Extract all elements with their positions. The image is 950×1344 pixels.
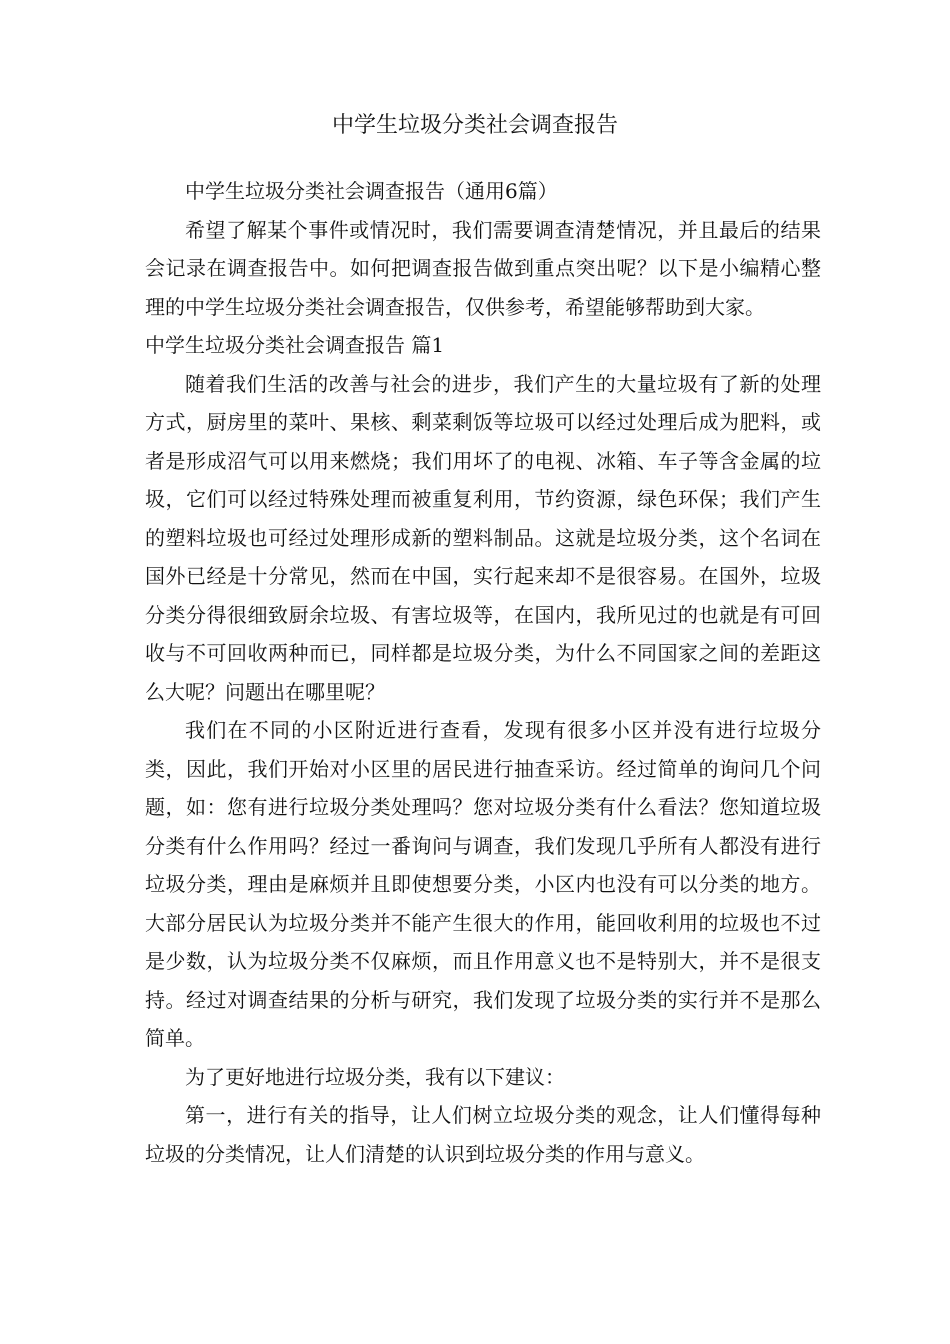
- paragraph-body: 随着我们生活的改善与社会的进步，我们产生的大量垃圾有了新的处理方式，厨房里的菜叶、果核、剩菜剩饭等垃圾可以经过处理后成为肥料，或者是形成沼气可以用来燃烧；我们用坏了的电视、冰箱、车子等含金属的垃圾，它们可以经过特殊处理而被重复利用，节约资源，绿色环保；我们产生的塑料垃圾也可经过处理形成新的塑料制品。这就是垃圾分类，这个名词在国外已经是十分常见，然而在中国，实行起来却不是很容易。在国外，垃圾分类分得很细致厨余垃圾、有害垃圾等，在国内，我所见过的也就是有可回收与不可回收两种而已，同样都是垃圾分类，为什么不同国家之间的差距这么大呢？问题出在哪里呢？: [145, 371, 821, 704]
- paragraph-intro: 希望了解某个事件或情况时，我们需要调查清楚情况，并且最后的结果会记录在调查报告中。如何把调查报告做到重点突出呢？以下是小编精心整理的中学生垃圾分类社会调查报告，仅供参考，希望能够帮助到大家。: [145, 217, 821, 319]
- paragraph-body: 我们在不同的小区附近进行查看，发现有很多小区并没有进行垃圾分类，因此，我们开始对小区里的居民进行抽查采访。经过简单的询问几个问题，如：您有进行垃圾分类处理吗？您对垃圾分类有什么看法？您知道垃圾分类有什么作用吗？经过一番询问与调查，我们发现几乎所有人都没有进行垃圾分类，理由是麻烦并且即使想要分类，小区内也没有可以分类的地方。大部分居民认为垃圾分类并不能产生很大的作用，能回收利用的垃圾也不过是少数，认为垃圾分类不仅麻烦，而且作用意义也不是特别大，并不是很支持。经过对调查结果的分析与研究，我们发现了垃圾分类的实行并不是那么简单。: [145, 718, 821, 1050]
- paragraph-body: 为了更好地进行垃圾分类，我有以下建议：: [185, 1064, 565, 1089]
- paragraph-subtitle: 中学生垃圾分类社会调查报告（通用6篇）: [185, 179, 558, 203]
- section-heading: 中学生垃圾分类社会调查报告 篇1: [145, 333, 445, 357]
- document-title: 中学生垃圾分类社会调查报告: [331, 113, 618, 138]
- document-body: [145, 172, 821, 1173]
- paragraph-body: 第一，进行有关的指导，让人们树立垃圾分类的观念，让人们懂得每种垃圾的分类情况，让人们清楚的认识到垃圾分类的作用与意义。: [145, 1103, 821, 1166]
